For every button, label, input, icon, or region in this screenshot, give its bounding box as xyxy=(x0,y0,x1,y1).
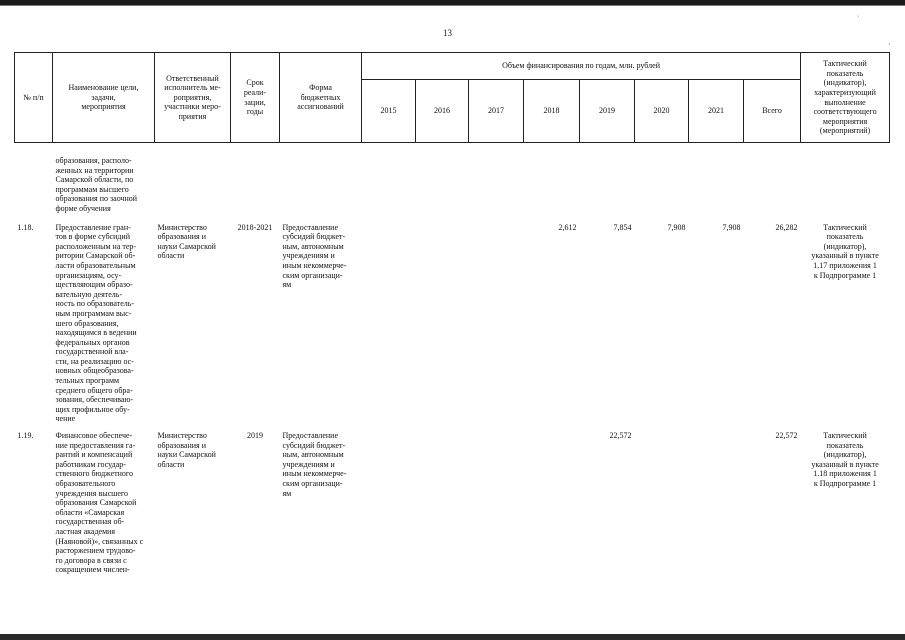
header-financing xyxy=(362,53,801,80)
header-indicator xyxy=(801,53,890,143)
cell-executor xyxy=(155,151,231,215)
cell-form: Предоставление субсидий бюджет- ным, автономным учреждениям и иным некоммерче- ским организаци- ям xyxy=(282,222,347,290)
header-executor-text: Ответственный исполнитель ме- роприятия, участники меро- приятия xyxy=(164,73,221,121)
cell-2016 xyxy=(416,151,469,215)
spacer-cell xyxy=(15,143,890,152)
cell-form xyxy=(280,151,362,215)
cell-2018 xyxy=(524,425,580,576)
cell-2021 xyxy=(689,151,744,215)
header-num-text: № п/п xyxy=(23,92,44,102)
cell-2017 xyxy=(469,151,524,215)
cell-2017 xyxy=(469,215,524,425)
header-year-2017: 2017 xyxy=(469,80,524,143)
cell-period xyxy=(231,151,280,215)
cell-indicator xyxy=(801,151,890,215)
header-executor xyxy=(155,53,231,143)
cell-2017 xyxy=(469,425,524,576)
cell-num: 1.19. xyxy=(17,431,34,441)
cell-name: Финансовое обеспече- ние предоставления га- рантий и компенсаций работникам государ- ственного бюджетного образовательного учреждения высшего образования Самарской области «Самарская государственная об- ластная академия (Наяновой)», связанных с расторжением трудово- го договора в связи с сокращением числен- xyxy=(55,431,144,575)
header-num xyxy=(15,53,53,143)
cell-2019: 22,572 xyxy=(609,431,632,441)
header-form-text: Форма бюджетных ассигнований xyxy=(297,83,344,112)
cell-2018 xyxy=(524,151,580,215)
table-body xyxy=(15,143,890,576)
cell-period: 2019 xyxy=(247,431,263,441)
cell-executor: Министерство образования и науки Самарской области xyxy=(157,431,216,469)
cell-num xyxy=(15,151,53,215)
cell-total: 22,572 xyxy=(775,431,798,441)
financing-table xyxy=(14,52,890,576)
cell-2016 xyxy=(416,215,469,425)
cell-2020 xyxy=(635,151,689,215)
cell-2019 xyxy=(580,151,635,215)
header-indicator-text: Тактический показатель (индикатор), характеризующий выполнение соответствующего мероприятия (мероприятий) xyxy=(813,59,877,136)
cell-form: Предоставление субсидий бюджет- ным, автономным учреждениям и иным некоммерче- ским организаци- ям xyxy=(282,431,347,498)
scan-speck: · xyxy=(888,40,891,49)
header-period xyxy=(231,53,280,143)
scan-top-border-shadow xyxy=(0,5,905,6)
header-year-2020: 2020 xyxy=(635,80,689,143)
cell-total: 26,282 xyxy=(775,222,798,232)
table-header xyxy=(15,53,890,143)
table-spacer xyxy=(15,143,890,152)
header-name xyxy=(53,53,155,143)
header-period-text: Срок реали- зации, годы xyxy=(243,78,267,117)
cell-name: образования, располо- женных на территории Самарской области, по программам высшего образования по заочной форме обучения xyxy=(55,156,138,213)
cell-2015 xyxy=(362,425,416,576)
header-year-2019: 2019 xyxy=(580,80,635,143)
header-financing-text: Объем финансирования по годам, млн. рублей xyxy=(502,61,660,71)
cell-indicator: Тактический показатель (индикатор), указанный в пункте 1.18 приложения 1 к Подпрограмме 1 xyxy=(811,431,879,488)
cell-2015 xyxy=(362,151,416,215)
cell-executor: Министерство образования и науки Самарской области xyxy=(157,222,216,261)
page-number: 13 xyxy=(443,28,452,38)
cell-2020: 7,908 xyxy=(667,222,686,232)
scan-speck: ˙ xyxy=(857,14,860,23)
cell-name: Предоставление гран- тов в форме субсидий расположенным на тер- ритории Самарской об- ласти образовательным организациям, осу- ществляющим образо- вательную деятель- ность по образователь- ным программам выс- шего образования, находящимся в ведении федеральных органов государственной вла- сти, на реализацию ос- новных общеобразова- тельных программ среднего общего обра- зования, обеспечиваю- щих профильное обу- чение xyxy=(55,222,137,424)
header-name-text: Наименование цели, задачи, мероприятия xyxy=(68,83,139,112)
cell-indicator: Тактический показатель (индикатор), указанный в пункте 1.17 приложения 1 к Подпрограмме 1 xyxy=(811,222,879,280)
header-year-2018: 2018 xyxy=(524,80,580,143)
cell-num: 1.18. xyxy=(17,222,34,232)
cell-period: 2018-2021 xyxy=(237,222,273,232)
table-row xyxy=(15,215,890,425)
cell-2016 xyxy=(416,425,469,576)
table-row xyxy=(15,151,890,215)
header-form xyxy=(280,53,362,143)
cell-total xyxy=(744,151,801,215)
cell-2021: 7,908 xyxy=(722,222,741,232)
cell-2019: 7,854 xyxy=(613,222,632,232)
cell-2015 xyxy=(362,215,416,425)
header-year-2021: 2021 xyxy=(689,80,744,143)
scan-bottom-border xyxy=(0,634,905,640)
table-row xyxy=(15,425,890,576)
header-year-2016: 2016 xyxy=(416,80,469,143)
cell-2018: 2,612 xyxy=(558,222,577,232)
cell-2021 xyxy=(689,425,744,576)
header-year-2015: 2015 xyxy=(362,80,416,143)
cell-2020 xyxy=(635,425,689,576)
header-year-total: Всего xyxy=(744,80,801,143)
